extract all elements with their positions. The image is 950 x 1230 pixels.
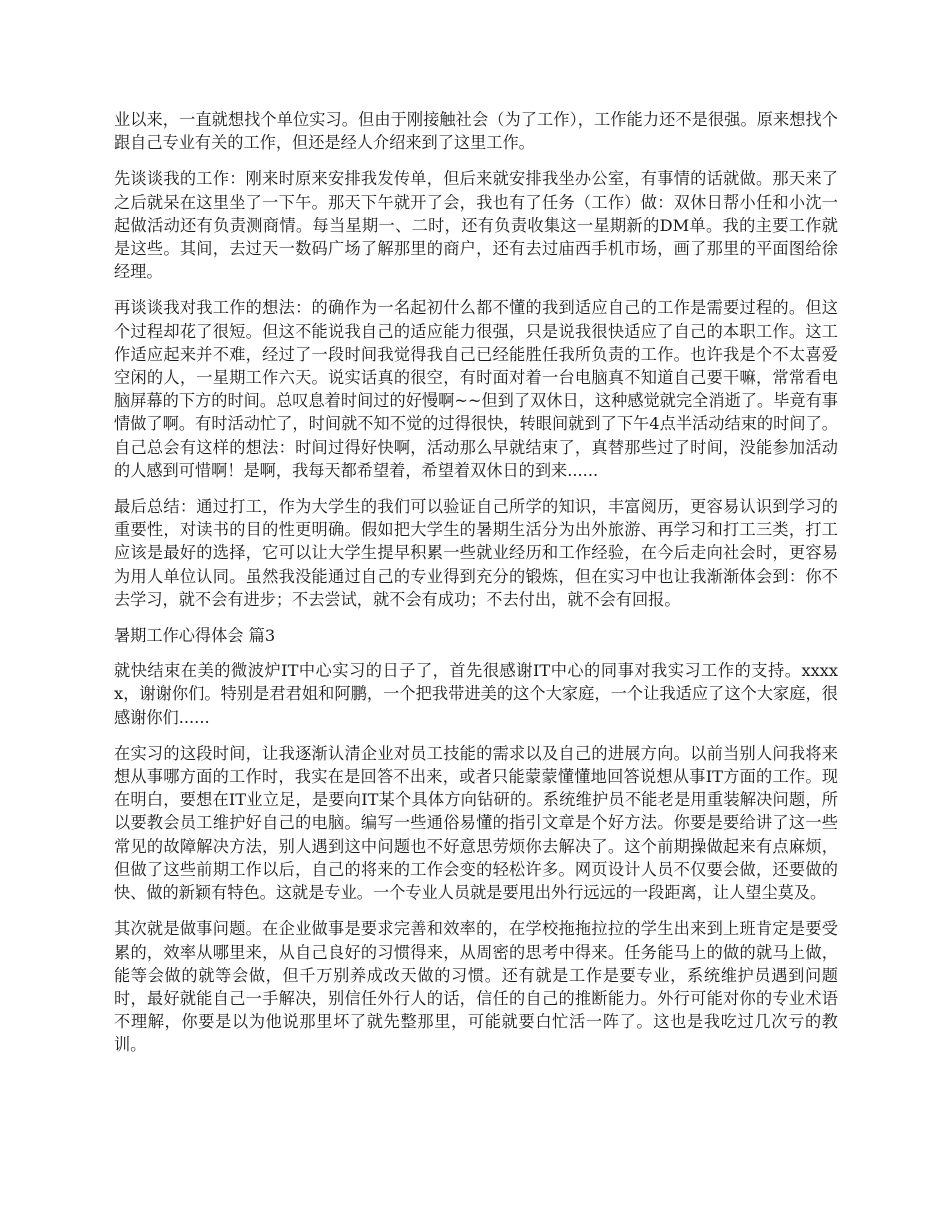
paragraph-internship-thanks: 就快结束在美的微波炉IT中心实习的日子了，首先很感谢IT中心的同事对我实习工作的支持。xxxxx，谢谢你们。特别是君君姐和阿鹏，一个把我带进美的这个大家庭，一个让我适应了这个大家庭，很感谢你们...... [114,661,838,727]
section-heading: 暑期工作心得体会 篇3 [114,626,276,646]
paragraph-work-efficiency: 其次就是做事问题。在企业做事是要求完善和效率的，在学校拖拖拉拉的学生出来到上班肯定是要受累的，效率从哪里来，从自己良好的习惯得来，从周密的思考中得来。任务能马上的做的就马上做，能等会做的就等会做，但千万别养成改天做的习惯。还有就是工作是要专业，系统维护员遇到问题时，最好就能自己一手解决，别信任外行人的话，信任的自己的推断能力。外行可能对你的专业术语不理解，你要是以为他说那里坏了就先整那里，可能就要白忙活一阵了。这也是我吃过几次亏的教训。 [114,919,838,1055]
paragraph-work-description: 先谈谈我的工作：刚来时原来安排我发传单，但后来就安排我坐办公室，有事情的话就做。那天来了之后就呆在这里坐了一下午。那天下午就开了会，我也有了任务（工作）做：双休日帮小任和小沈一起做活动还有负责测商情。每当星期一、二时，还有负责收集这一星期新的DM单。我的主要工作就是这些。其间，去过天一数码广场了解那里的商户，还有去过庙西手机市场，画了那里的平面图给徐经理。 [114,169,838,282]
document-body [114,108,838,1070]
paragraph-summary: 最后总结：通过打工，作为大学生的我们可以验证自己所学的知识，丰富阅历，更容易认识到学习的重要性，对读书的目的性更明确。假如把大学生的暑期生活分为出外旅游、再学习和打工三类，打工应该是最好的选择，它可以让大学生提早积累一些就业经历和工作经验，在今后走向社会时，更容易为用人单位认同。虽然我没能通过自己的专业得到充分的锻炼，但在实习中也让我渐渐体会到：你不去学习，就不会有进步；不去尝试，就不会有成功；不去付出，就不会有回报。 [114,497,838,609]
paragraph-career-direction: 在实习的这段时间，让我逐渐认清企业对员工技能的需求以及自己的进展方向。以前当别人问我将来想从事哪方面的工作时，我实在是回答不出来，或者只能蒙蒙懂懂地回答说想从事IT方面的工作。现在明白，要想在IT业立足，是要向IT某个具体方向钻研的。系统维护员不能老是用重装解决问题，所以要教会员工维护好自己的电脑。编写一些通俗易懂的指引文章是个好方法。你要是要给讲了这一些常见的故障解决方法，别人遇到这中问题也不好意思劳烦你去解决了。这个前期操做起来有点麻烦，但做了这些前期工作以后，自己的将来的工作会变的轻松许多。网页设计人员不仅要会做，还要做的快、做的新颖有特色。这就是专业。一个专业人员就是要甩出外行远远的一段距离，让人望尘莫及。 [114,743,838,903]
paragraph-intro-continued: 业以来，一直就想找个单位实习。但由于刚接触社会（为了工作），工作能力还不是很强。原来想找个跟自己专业有关的工作，但还是经人介绍来到了这里工作。 [114,110,838,153]
paragraph-work-thoughts: 再谈谈我对我工作的想法：的确作为一名起初什么都不懂的我到适应自己的工作是需要过程的。但这个过程却花了很短。但这不能说我自己的适应能力很强，只是说我很快适应了自己的本职工作。这工作适应起来并不难，经过了一段时间我觉得我自己已经能胜任我所负责的工作。也许我是个不太喜爱空闲的人，一星期工作六天。说实话真的很空，有时面对着一台电脑真不知道自己要干嘛，常常看电脑屏幕的下方的时间。总叹息着时间过的好慢啊~~但到了双休日，这种感觉就完全消逝了。毕竟有事情做了啊。有时活动忙了，时间就不知不觉的过得很快，转眼间就到了下午4点半活动结束的时间了。自己总会有这样的想法：时间过得好快啊，活动那么早就结束了，真替那些过了时间，没能参加活动的人感到可惜啊！是啊，我每天都希望着，希望着双休日的到来...... [114,298,838,480]
